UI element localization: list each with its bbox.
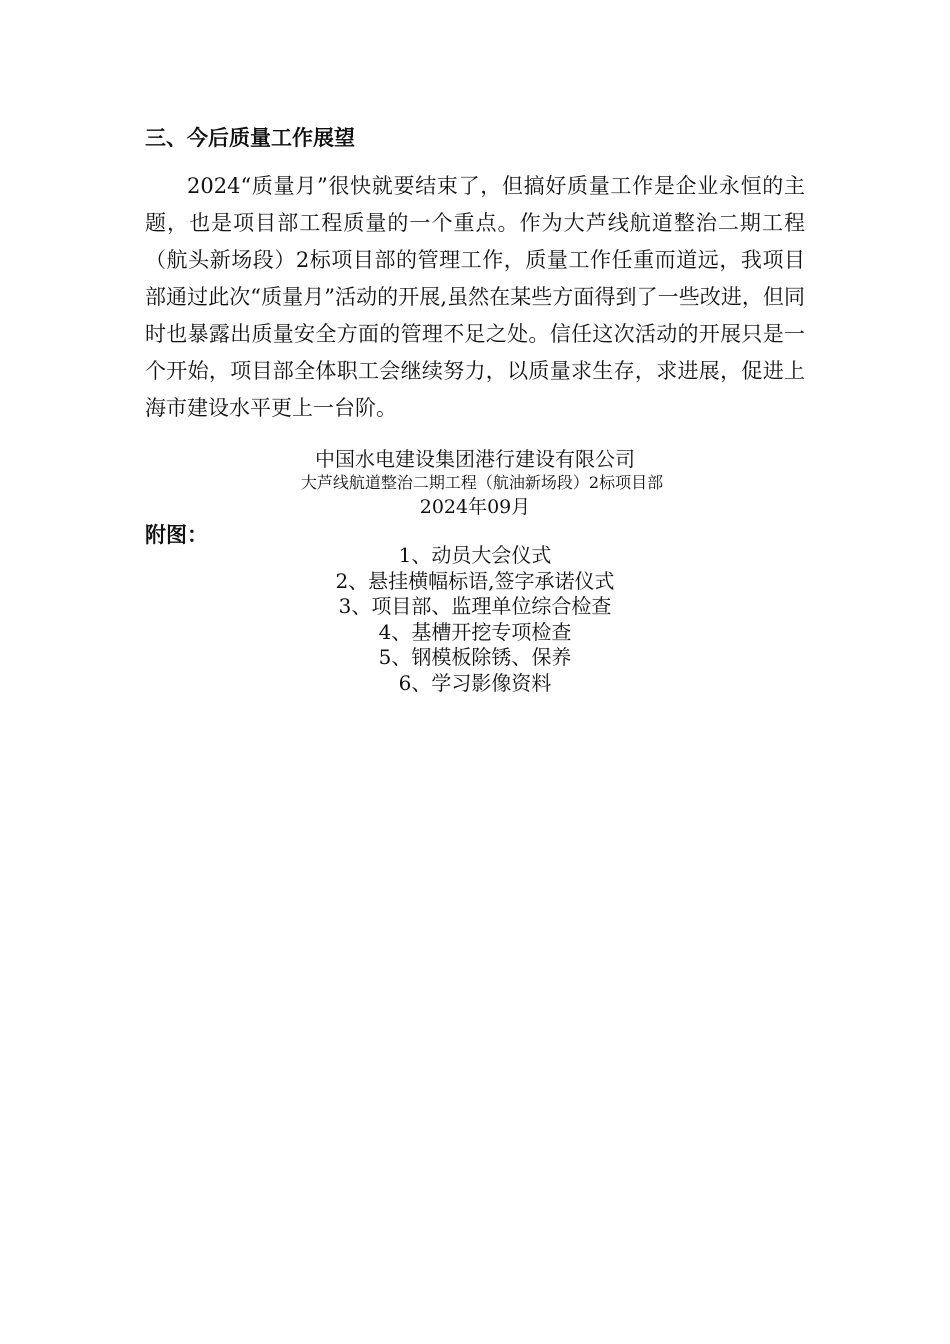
appendix-list <box>145 543 805 697</box>
appendix-item: 5、钢模板除锈、保养 <box>378 645 572 670</box>
appendix-label: 附图： <box>145 523 208 547</box>
section-heading: 三、今后质量工作展望 <box>145 126 355 150</box>
appendix-item: 1、动员大会仪式 <box>398 543 552 567</box>
signature-company: 中国水电建设集团港行建设有限公司 <box>315 447 635 471</box>
signature-department: 大芦线航道整治二期工程（航油新场段）2标项目部 <box>300 473 664 492</box>
body-paragraph: 2024“质量月”很快就要结束了，但搞好质量工作是企业永恒的主题，也是项目部工程质量的一个重点。作为大芦线航道整治二期工程（航头新场段）2标项目部的管理工作，质量工作任重而道远，我项目部通过此次“质量月”活动的开展,虽然在某些方面得到了一些改进，但同时也暴露出质量安全方面的管理不足之处。信任这次活动的开展只是一个开始，项目部全体职工会继续努力，以质量求生存，求进展，促进上海市建设水平更上一台阶。 <box>145 174 805 420</box>
signature-date: 2024年09月 <box>419 496 531 518</box>
appendix-item: 4、基槽开挖专项检查 <box>378 619 572 644</box>
appendix-item: 2、悬挂横幅标语,签字承诺仪式 <box>335 568 615 593</box>
appendix-item: 6、学习影像资料 <box>398 670 552 695</box>
appendix-item: 3、项目部、监理单位综合检查 <box>338 594 612 619</box>
